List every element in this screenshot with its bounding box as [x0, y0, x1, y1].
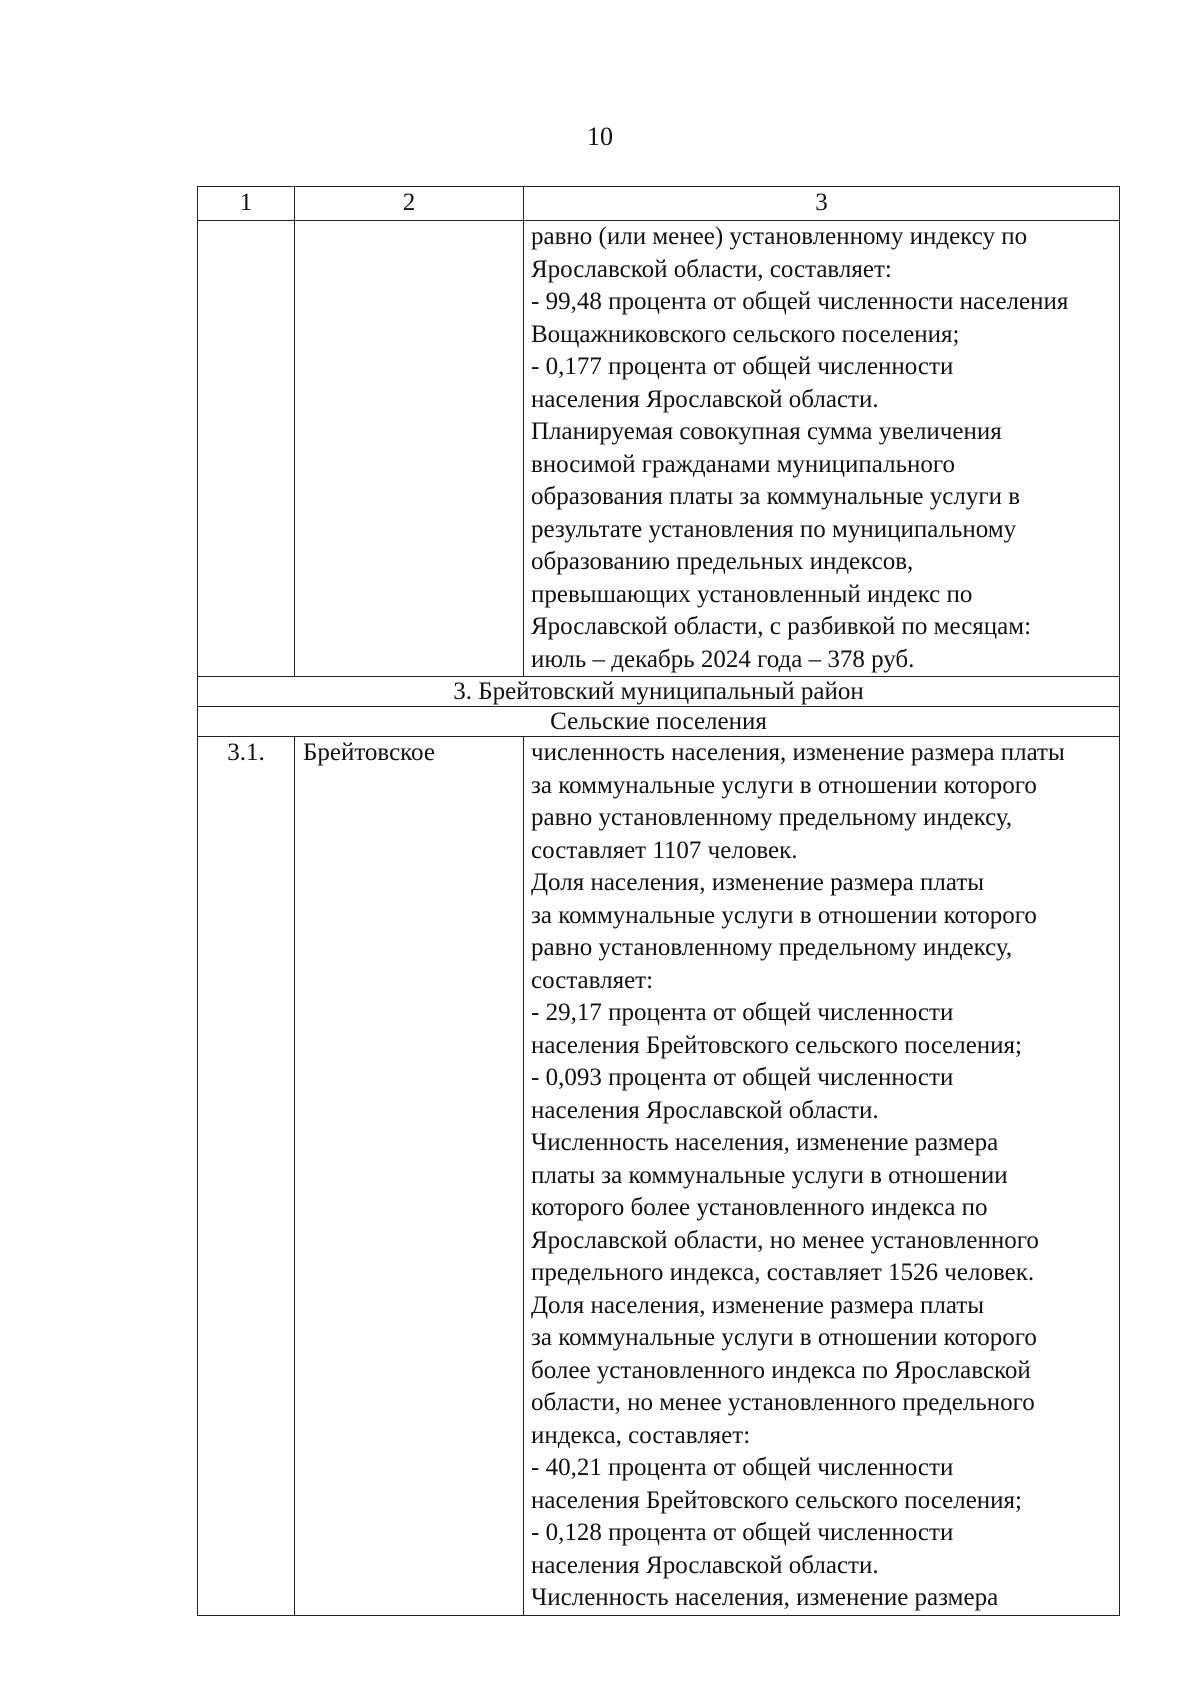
text-line: населения Брейтовского сельского поселения; [531, 1031, 1022, 1059]
column-header-1: 1 [198, 187, 295, 221]
text-line: составляет 1107 человек. [531, 836, 798, 864]
page-number: 10 [587, 122, 613, 151]
text-line: - 29,17 процента от общей численности [531, 999, 954, 1026]
continuation-name-cell [295, 221, 524, 677]
text-line: равно (или менее) установленному индексу по [531, 223, 1028, 250]
text-line: численность населения, изменение размера платы [531, 739, 1065, 766]
text-line: Вощажниковского сельского поселения; [531, 320, 960, 348]
settlement-heading: Сельские поселения [198, 707, 1120, 737]
continuation-text-cell [524, 221, 1120, 677]
text-line: равно установленному предельному индексу, [531, 934, 1013, 961]
text-line: Ярославской области, но менее установленного [531, 1226, 1039, 1254]
text-line: превышающих установленный индекс по [531, 580, 973, 608]
row-text-cell [524, 737, 1120, 1616]
text-line: Численность населения, изменение размера [531, 1584, 999, 1611]
text-line: вносимой гражданами муниципального [531, 450, 956, 478]
district-heading: 3. Брейтовский муниципальный район [198, 677, 1120, 707]
text-line: Ярославской области, составляет: [531, 255, 892, 283]
text-line: - 0,093 процента от общей численности [531, 1064, 954, 1091]
row-number: 3.1. [198, 737, 295, 1616]
text-line: - 0,128 процента от общей численности [531, 1519, 954, 1546]
text-line: Планируемая совокупная сумма увеличения [531, 418, 1002, 445]
text-line: Доля населения, изменение размера платы [531, 1291, 985, 1319]
column-header-3: 3 [524, 187, 1120, 221]
column-header-2: 2 [295, 187, 524, 221]
settlement-name: Брейтовское [295, 737, 524, 1616]
text-line: населения Ярославской области. [531, 1551, 879, 1579]
table-row [198, 737, 1120, 1616]
text-line: индекса, составляет: [531, 1421, 751, 1449]
text-line: предельного индекса, составляет 1526 человек. [531, 1259, 1035, 1286]
text-line: составляет: [531, 966, 654, 994]
document-table [197, 186, 1120, 1616]
text-line: населения Ярославской области. [531, 1096, 879, 1124]
text-line: области, но менее установленного предельного [531, 1389, 1035, 1416]
text-line: образованию предельных индексов, [531, 548, 914, 575]
text-line: Ярославской области, с разбивкой по месяцам: [531, 613, 1032, 640]
text-line: равно установленному предельному индексу, [531, 804, 1013, 831]
text-line: июль – декабрь 2024 года – 378 руб. [531, 645, 915, 673]
text-line: за коммунальные услуги в отношении которого [531, 771, 1037, 799]
text-line: населения Ярославской области. [531, 385, 879, 413]
text-line: Численность населения, изменение размера [531, 1129, 999, 1156]
text-line: населения Брейтовского сельского поселения; [531, 1486, 1022, 1514]
text-line: более установленного индекса по Ярославской [531, 1356, 1031, 1384]
text-line: - 99,48 процента от общей численности населения [531, 288, 1069, 315]
text-line: платы за коммунальные услуги в отношении [531, 1161, 1008, 1189]
text-line: за коммунальные услуги в отношении которого [531, 901, 1037, 929]
continuation-number-cell [198, 221, 295, 677]
text-line: - 40,21 процента от общей численности [531, 1454, 954, 1481]
text-line: результате установления по муниципальному [531, 515, 1017, 543]
text-line: за коммунальные услуги в отношении которого [531, 1324, 1037, 1351]
continuation-row [198, 221, 1120, 677]
text-line: которого более установленного индекса по [531, 1194, 988, 1221]
district-heading-row [198, 677, 1120, 707]
settlement-heading-row [198, 707, 1120, 737]
text-line: Доля населения, изменение размера платы [531, 869, 985, 896]
table-header-row [198, 187, 1120, 221]
text-line: образования платы за коммунальные услуги в [531, 483, 1021, 510]
text-line: - 0,177 процента от общей численности [531, 353, 954, 380]
